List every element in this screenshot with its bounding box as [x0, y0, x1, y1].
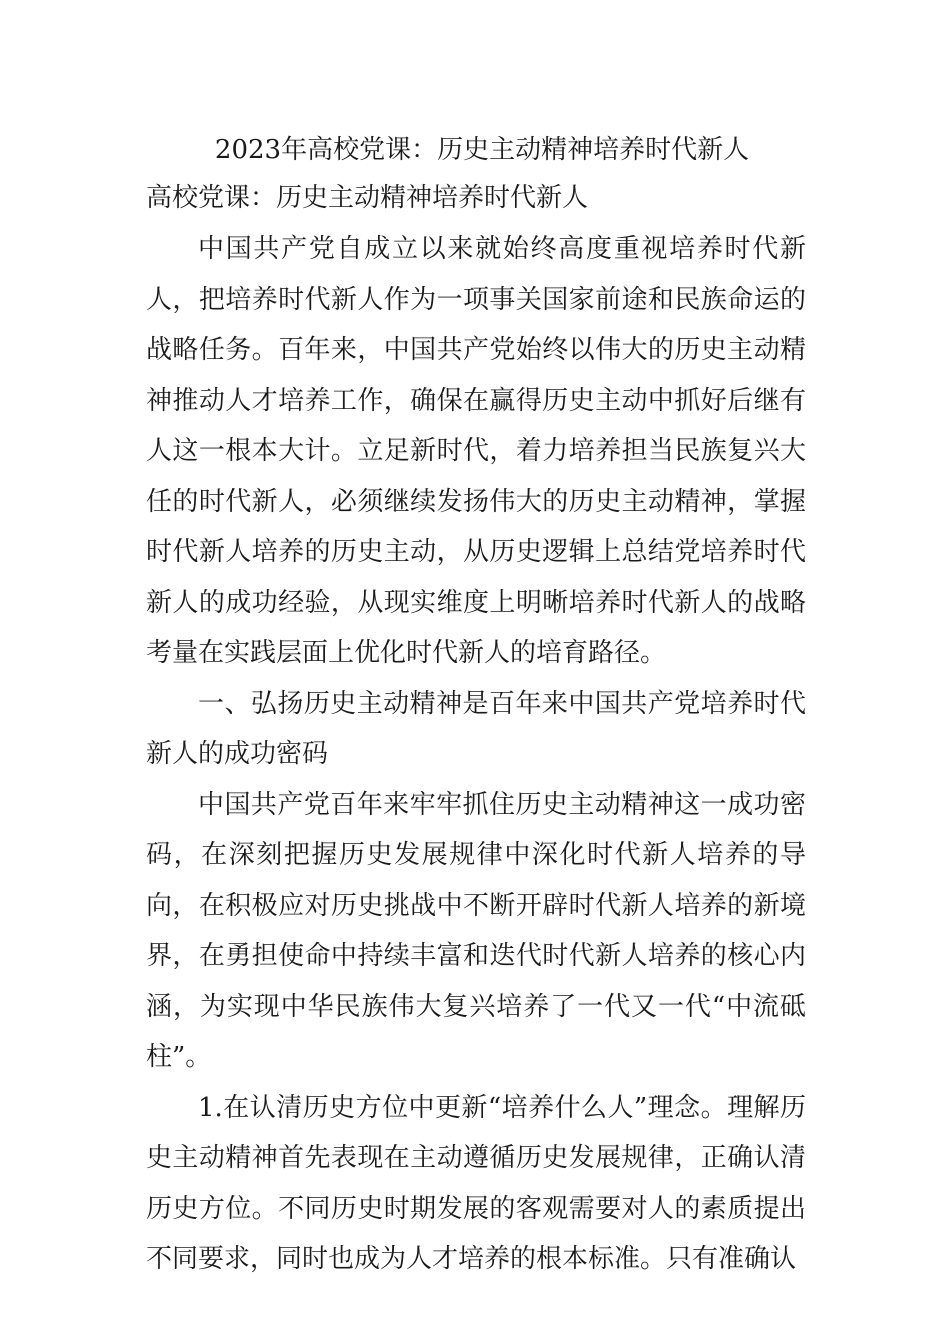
document-subtitle: 高校党课：历史主动精神培养时代新人 [146, 183, 589, 213]
document-page [146, 128, 806, 1285]
section-heading-1: 一、弘扬历史主动精神是百年来中国共产党培养时代新人的成功密码 [146, 688, 806, 769]
paragraph-section-1: 中国共产党百年来牢牢抓住历史主动精神这一成功密码，在深刻把握历史发展规律中深化时代新人培养的导向，在积极应对历史挑战中不断开辟时代新人培养的新境界，在勇担使命中持续丰富和迭代时代新人培养的核心内涵，为实现中华民族伟大复兴培养了一代又一代“中流砥柱”。 [146, 789, 806, 1072]
document-title: 2023年高校党课：历史主动精神培养时代新人 [214, 135, 750, 165]
paragraph-intro: 中国共产党自成立以来就始终高度重视培养时代新人，把培养时代新人作为一项事关国家前途和民族命运的战略任务。百年来，中国共产党始终以伟大的历史主动精神推动人才培养工作，确保在赢得历史主动中抓好后继有人这一根本大计。立足新时代，着力培养担当民族复兴大任的时代新人，必须继续发扬伟大的历史主动精神，掌握时代新人培养的历史主动，从历史逻辑上总结党培养时代新人的成功经验，从现实维度上明晰培养时代新人的战略考量在实践层面上优化时代新人的培育路径。 [146, 234, 806, 668]
paragraph-point-1: 1.在认清历史方位中更新“培养什么人”理念。理解历史主动精神首先表现在主动遵循历史发展规律，正确认清历史方位。不同历史时期发展的客观需要对人的素质提出不同要求，同时也成为人才培养的根本标准。只有准确认 [146, 1092, 806, 1274]
